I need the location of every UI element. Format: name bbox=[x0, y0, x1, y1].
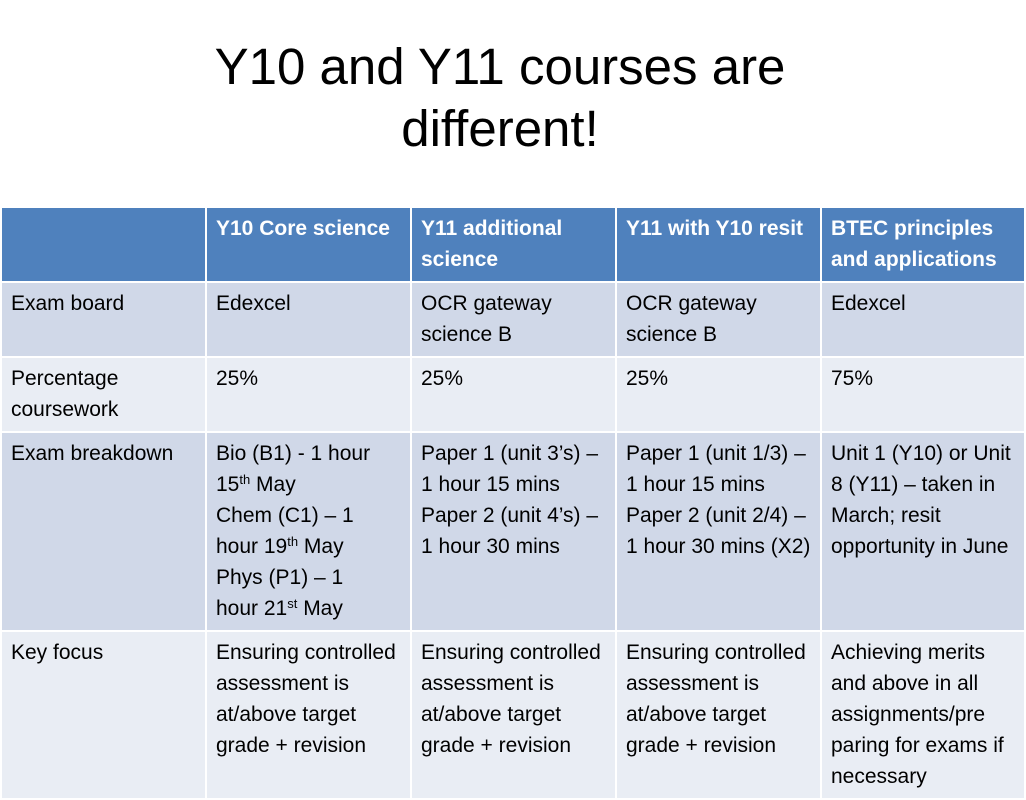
header-cell-y11-additional: Y11 additional science bbox=[411, 207, 616, 282]
table-row-exam-breakdown bbox=[1, 432, 1025, 631]
courses-table bbox=[0, 206, 1026, 800]
table-row-key-focus bbox=[1, 631, 1025, 799]
phys-line-1: Phys (P1) – 1 bbox=[216, 566, 344, 589]
table-cell: Ensuring controlled assessment is at/above target grade + revision bbox=[411, 631, 616, 799]
table-cell: OCR gateway science B bbox=[411, 282, 616, 357]
header-cell-y11-resit: Y11 with Y10 resit bbox=[616, 207, 821, 282]
row-label-coursework: Percentage coursework bbox=[1, 357, 206, 432]
table-cell: Unit 1 (Y10) or Unit 8 (Y11) – taken in March; resit opportunity in June bbox=[821, 432, 1025, 631]
row-label-exam-breakdown: Exam breakdown bbox=[1, 432, 206, 631]
table-cell-y10-breakdown bbox=[206, 432, 411, 631]
chem-month: May bbox=[298, 535, 344, 558]
slide-title bbox=[0, 36, 1000, 160]
table-row-coursework bbox=[1, 357, 1025, 432]
chem-day-suffix: th bbox=[287, 534, 299, 549]
table-cell: Ensuring controlled assessment is at/above target grade + revision bbox=[616, 631, 821, 799]
chem-day: hour 19 bbox=[216, 535, 288, 558]
row-label-key-focus: Key focus bbox=[1, 631, 206, 799]
header-cell-btec: BTEC principles and applications bbox=[821, 207, 1025, 282]
phys-month: May bbox=[297, 597, 343, 620]
table-cell: Edexcel bbox=[206, 282, 411, 357]
table-cell: Ensuring controlled assessment is at/above target grade + revision bbox=[206, 631, 411, 799]
bio-month: May bbox=[250, 473, 296, 496]
header-row bbox=[1, 207, 1025, 282]
table-cell: OCR gateway science B bbox=[616, 282, 821, 357]
phys-day: hour 21 bbox=[216, 597, 288, 620]
slide-title-line-1: Y10 and Y11 courses are bbox=[214, 38, 786, 95]
table-cell: 75% bbox=[821, 357, 1025, 432]
table-cell: Edexcel bbox=[821, 282, 1025, 357]
chem-line-2 bbox=[216, 531, 401, 562]
header-cell-empty bbox=[1, 207, 206, 282]
bio-line-2 bbox=[216, 469, 401, 500]
table-row-exam-board bbox=[1, 282, 1025, 357]
table-cell: 25% bbox=[616, 357, 821, 432]
bio-line-1: Bio (B1) - 1 hour bbox=[216, 442, 371, 465]
slide-title-line-2: different! bbox=[401, 100, 599, 157]
phys-day-suffix: st bbox=[287, 596, 298, 611]
header-cell-y10-core: Y10 Core science bbox=[206, 207, 411, 282]
phys-line-2 bbox=[216, 593, 401, 624]
bio-day-suffix: th bbox=[239, 472, 251, 487]
table-cell: 25% bbox=[206, 357, 411, 432]
table-cell: Paper 1 (unit 3’s) – 1 hour 15 mins Paper 2 (unit 4’s) – 1 hour 30 mins bbox=[411, 432, 616, 631]
row-label-exam-board: Exam board bbox=[1, 282, 206, 357]
table-cell: Paper 1 (unit 1/3) – 1 hour 15 mins Paper 2 (unit 2/4) – 1 hour 30 mins (X2) bbox=[616, 432, 821, 631]
table-cell: Achieving merits and above in all assignments/pre paring for exams if necessary bbox=[821, 631, 1025, 799]
chem-line-1: Chem (C1) – 1 bbox=[216, 504, 354, 527]
bio-day: 15 bbox=[216, 473, 240, 496]
table-cell: 25% bbox=[411, 357, 616, 432]
